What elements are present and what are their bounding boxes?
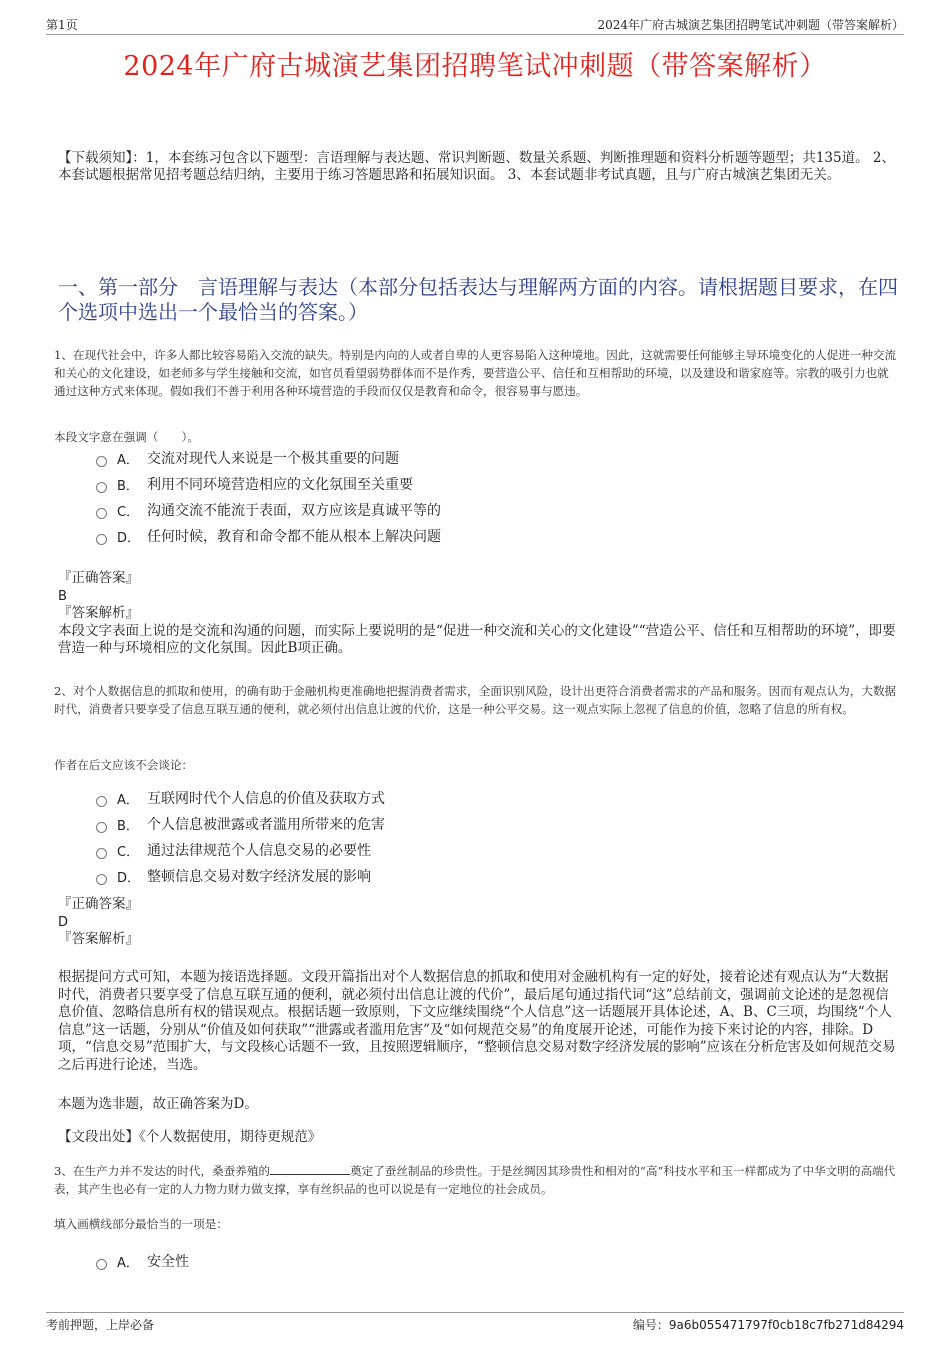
question-2-analysis: 根据提问方式可知，本题为接语选择题。文段开篇指出对个人数据信息的抓取和使用对金融机构有一定的好处，接着论述有观点认为“大数据时代，消费者只要享受了信息互联互通的便利，就必须付出信息让渡的代价”，最后尾句通过指代词“这”总结前文，强调前文论述的是忽视信息价值、忽略信息所有权的错误观点。根据话题一致原则，下文应继续围绕“个人信息”这一话题展开具体论述，A、B、C三项，均围绕“个人信息”这一话题，分别从“价值及如何获取”“泄露或者滥用危害”及“如何规范交易”的角度展开论述，可能作为接下来讨论的内容，排除。D项，“信息交易”范围扩大，与文段核心话题不一致，且按照逻辑顺序，“整顿信息交易对数字经济发展的影响”应该在分析危害及如何规范交易之后再进行论述，当选。 <box>58 969 896 1073</box>
question-2-stem: 2、对个人数据信息的抓取和使用，的确有助于金融机构更准确地把握消费者需求，全面识别风险，设计出更符合消费者需求的产品和服务。因而有观点认为，大数据时代，消费者只要享受了信息互联互通的便利，就必须付出信息让渡的代价，这是一种公平交易。这一观点实际上忽视了信息的价值，忽略了信息的所有权。 <box>54 684 897 717</box>
answer-value: B <box>58 588 67 604</box>
question-3-prompt: 填入画横线部分最恰当的一项是： <box>54 1217 228 1231</box>
question-2-conclusion: 本题为选非题，故正确答案为D。 <box>58 1096 258 1112</box>
page-number: 第1页 <box>46 18 78 32</box>
answer-label: 『正确答案』 <box>58 570 139 586</box>
download-notice: 【下载须知】：1，本套练习包含以下题型：言语理解与表达题、常识判断题、数量关系题、判断推理题和资料分析题等题型；共135道。 2、本套试题根据常见招考题总结归纳，主要用于练习答题思路和拓展知识面。 3、本套试题非考试真题，且与广府古城演艺集团无关。 <box>58 150 895 183</box>
option-d[interactable]: D． 整顿信息交易对数字经济发展的影响 <box>96 863 856 889</box>
radio-icon[interactable] <box>96 482 107 493</box>
option-a[interactable]: A． 安全性 <box>96 1248 856 1274</box>
document-title: 2024年广府古城演艺集团招聘笔试冲刺题（带答案解析） <box>123 51 827 82</box>
page-footer <box>46 1312 904 1335</box>
option-c[interactable]: C． 通过法律规范个人信息交易的必要性 <box>96 837 856 863</box>
question-1-stem: 1、在现代社会中，许多人都比较容易陷入交流的缺失。特别是内向的人或者自卑的人更容易陷入这种境地。因此，这就需要任何能够主导环境变化的人促进一种交流和关心的文化建设，如老师多与学生接触和交流，如官员看望弱势群体而不是作秀，要营造公平、信任和互相帮助的环境，以及建设和谐家庭等。宗教的吸引力也就通过这种方式来体现。假如我们不善于利用各种环境营造的手段而仅仅是教育和命令，很容易事与愿违。 <box>54 348 897 399</box>
option-a[interactable]: A． 交流对现代人来说是一个极其重要的问题 <box>96 445 856 471</box>
question-1-options <box>96 445 856 549</box>
answer-label: 『正确答案』 <box>58 896 139 912</box>
question-3-options <box>96 1248 856 1274</box>
radio-icon[interactable] <box>96 1259 107 1270</box>
section-title: 一、第一部分 言语理解与表达（本部分包括表达与理解两方面的内容。请根据题目要求，在四个选项中选出一个最恰当的答案。） <box>58 275 898 324</box>
fill-in-blank <box>270 1162 350 1175</box>
question-2-answer-block <box>58 896 898 949</box>
question-3-stem: 3、在生产力并不发达的时代，桑蚕养殖的 奠定了蚕丝制品的珍贵性。于是丝绸因其珍贵性和相对的“高”科技水平和玉一样都成为了中华文明的高端代表，其产生也必有一定的人力物力财力做支撑，享有丝织品的也可以说是有一定地位的社会成员。 <box>54 1164 896 1197</box>
header-doc-title: 2024年广府古城演艺集团招聘笔试冲刺题（带答案解析） <box>597 18 904 32</box>
footer-slogan: 考前押题，上岸必备 <box>46 1318 155 1332</box>
option-a[interactable]: A． 互联网时代个人信息的价值及获取方式 <box>96 785 856 811</box>
option-c[interactable]: C． 沟通交流不能流于表面，双方应该是真诚平等的 <box>96 497 856 523</box>
question-2-source: 【文段出处】《个人数据使用，期待更规范》 <box>58 1129 322 1145</box>
radio-icon[interactable] <box>96 848 107 859</box>
answer-value: D <box>58 914 69 930</box>
option-b[interactable]: B． 个人信息被泄露或者滥用所带来的危害 <box>96 811 856 837</box>
option-d[interactable]: D． 任何时候，教育和命令都不能从根本上解决问题 <box>96 523 856 549</box>
analysis-label: 『答案解析』 <box>58 605 139 621</box>
radio-icon[interactable] <box>96 796 107 807</box>
radio-icon[interactable] <box>96 874 107 885</box>
radio-icon[interactable] <box>96 534 107 545</box>
radio-icon[interactable] <box>96 456 107 467</box>
analysis-label: 『答案解析』 <box>58 931 139 947</box>
question-1-answer-block <box>58 570 898 658</box>
radio-icon[interactable] <box>96 822 107 833</box>
question-2-options <box>96 785 856 889</box>
page-header <box>46 14 904 35</box>
serial-code: 9a6b055471797f0cb18c7fb271d84294 <box>668 1318 904 1332</box>
analysis-text: 本段文字表面上说的是交流和沟通的问题，而实际上要说明的是“促进一种交流和关心的文化建设”“营造公平、信任和互相帮助的环境”，即要营造一种与环境相应的文化氛围。因此B项正确。 <box>58 622 896 656</box>
question-2-prompt: 作者在后文应该不会谈论： <box>54 758 194 772</box>
option-b[interactable]: B． 利用不同环境营造相应的文化氛围至关重要 <box>96 471 856 497</box>
footer-serial: 编号：9a6b055471797f0cb18c7fb271d84294 <box>632 1318 904 1332</box>
question-1-prompt: 本段文字意在强调（ ）。 <box>54 430 199 444</box>
radio-icon[interactable] <box>96 508 107 519</box>
